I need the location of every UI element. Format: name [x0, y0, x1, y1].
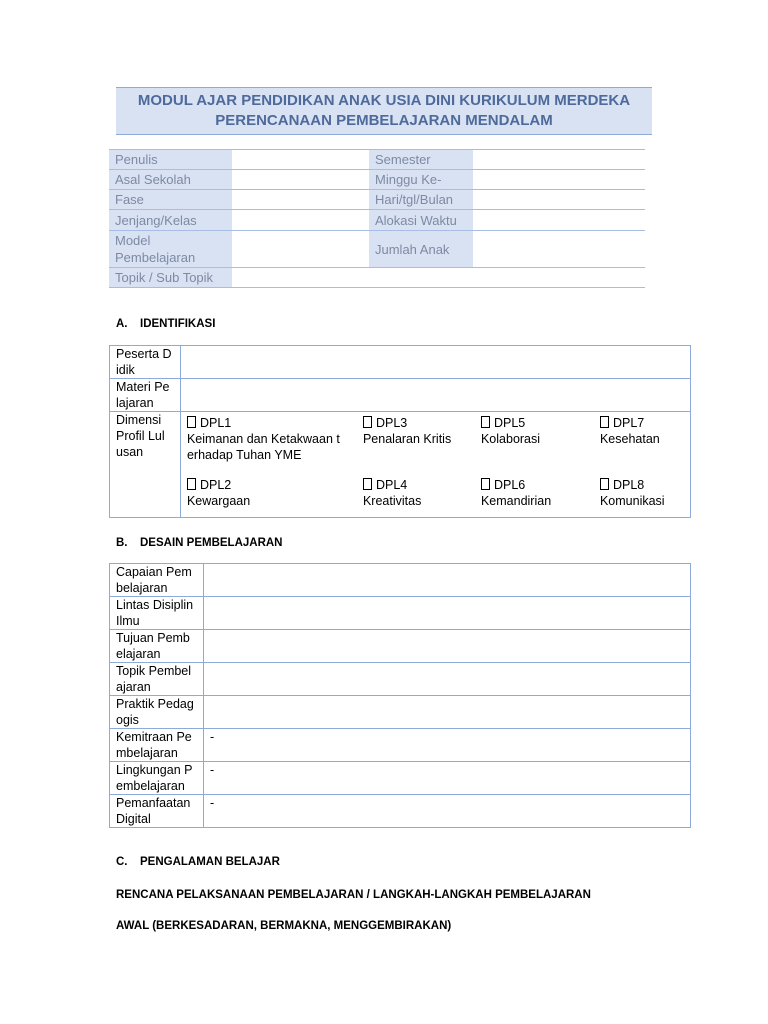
- section-c-number: C.: [116, 856, 128, 868]
- awal-heading: AWAL (BERKESADARAN, BERMAKNA, MENGGEMBIRAKAN): [116, 920, 452, 932]
- meta-minggu-label: Minggu Ke-: [369, 170, 473, 190]
- desain-row-label: Tujuan Pemb elajaran: [110, 630, 204, 663]
- dpl1-code: DPL1: [199, 416, 232, 430]
- meta-semester-value[interactable]: [473, 150, 645, 170]
- desain-row-value[interactable]: [203, 663, 690, 696]
- dpl5-label: Kolaborasi: [480, 432, 541, 446]
- desain-table: [109, 563, 691, 828]
- meta-fase-value[interactable]: [232, 190, 369, 210]
- rencana-pelaksanaan-heading: RENCANA PELAKSANAAN PEMBELAJARAN / LANGKAH-LANGKAH PEMBELAJARAN: [116, 889, 591, 901]
- meta-topik-value[interactable]: [232, 268, 645, 288]
- meta-table: [109, 149, 645, 288]
- desain-row-label: Lintas Disiplin Ilmu: [110, 597, 204, 630]
- checkbox-icon[interactable]: [187, 416, 196, 428]
- checkbox-icon[interactable]: [363, 478, 372, 490]
- dpl6-option[interactable]: [481, 477, 591, 509]
- dpl3-code: DPL3: [375, 416, 408, 430]
- desain-row-value[interactable]: -: [203, 762, 690, 795]
- meta-model-line-2: Pembelajaran: [115, 250, 196, 265]
- dpl1-option[interactable]: [187, 415, 357, 463]
- meta-jenjang-value[interactable]: [232, 210, 369, 231]
- meta-penulis-value[interactable]: [232, 150, 369, 170]
- meta-minggu-value[interactable]: [473, 170, 645, 190]
- checkbox-icon[interactable]: [187, 478, 196, 490]
- desain-row-label: Lingkungan P embelajaran: [110, 762, 204, 795]
- meta-jenjang-label: Jenjang/Kelas: [109, 210, 232, 231]
- meta-fase-label: Fase: [109, 190, 232, 210]
- dpl1-label: Keimanan dan Ketakwaan t erhadap Tuhan YME: [186, 432, 340, 462]
- dpl5-option[interactable]: [481, 415, 591, 447]
- meta-jumlah-anak-label: Jumlah Anak: [369, 231, 473, 268]
- meta-jumlah-anak-value[interactable]: [473, 231, 645, 268]
- dpl7-option[interactable]: [600, 415, 690, 447]
- materi-pelajaran-label: Materi Pe lajaran: [110, 379, 181, 412]
- dpl8-option[interactable]: [600, 477, 690, 509]
- desain-row-label: Praktik Pedag ogis: [110, 696, 204, 729]
- desain-row-value[interactable]: -: [203, 795, 690, 828]
- dimensi-profil-options: [180, 412, 690, 518]
- section-c-heading: [116, 856, 280, 868]
- section-b-number: B.: [116, 537, 128, 549]
- desain-row-value[interactable]: [203, 630, 690, 663]
- desain-row-label: Topik Pembel ajaran: [110, 663, 204, 696]
- meta-semester-label: Semester: [369, 150, 473, 170]
- checkbox-icon[interactable]: [363, 416, 372, 428]
- title-line-2: PERENCANAAN PEMBELAJARAN MENDALAM: [215, 112, 553, 129]
- checkbox-icon[interactable]: [600, 478, 609, 490]
- checkbox-icon[interactable]: [600, 416, 609, 428]
- meta-penulis-label: Penulis: [109, 150, 232, 170]
- section-c-title: PENGALAMAN BELAJAR: [140, 856, 280, 868]
- peserta-didik-value[interactable]: [180, 346, 690, 379]
- meta-model-label: [109, 231, 232, 268]
- meta-model-value[interactable]: [232, 231, 369, 268]
- dpl2-code: DPL2: [199, 478, 232, 492]
- meta-alokasi-label: Alokasi Waktu: [369, 210, 473, 231]
- checkbox-icon[interactable]: [481, 478, 490, 490]
- dpl6-label: Kemandirian: [480, 494, 552, 508]
- meta-alokasi-value[interactable]: [473, 210, 645, 231]
- dpl8-code: DPL8: [612, 478, 645, 492]
- dpl2-option[interactable]: [187, 477, 357, 509]
- dpl6-code: DPL6: [493, 478, 526, 492]
- dpl4-option[interactable]: [363, 477, 473, 509]
- meta-model-line-1: Model: [115, 233, 151, 248]
- dpl2-label: Kewargaan: [186, 494, 251, 508]
- document-title: [116, 87, 652, 135]
- desain-row-label: Kemitraan Pe mbelajaran: [110, 729, 204, 762]
- desain-row-value[interactable]: [203, 564, 690, 597]
- identifikasi-table: [109, 345, 691, 518]
- desain-row-label: Capaian Pem belajaran: [110, 564, 204, 597]
- dpl7-label: Kesehatan: [599, 432, 660, 446]
- meta-topik-label: Topik / Sub Topik: [109, 268, 232, 288]
- peserta-didik-label: Peserta D idik: [110, 346, 181, 379]
- meta-hari-value[interactable]: [473, 190, 645, 210]
- section-a-heading: [116, 318, 215, 330]
- section-a-title: IDENTIFIKASI: [140, 318, 216, 330]
- meta-hari-label: Hari/tgl/Bulan: [369, 190, 473, 210]
- desain-row-value[interactable]: -: [203, 729, 690, 762]
- dpl7-code: DPL7: [612, 416, 645, 430]
- dpl8-label: Komunikasi: [599, 494, 665, 508]
- dpl4-label: Kreativitas: [362, 494, 422, 508]
- checkbox-icon[interactable]: [481, 416, 490, 428]
- section-a-number: A.: [116, 318, 128, 330]
- section-b-title: DESAIN PEMBELAJARAN: [140, 537, 283, 549]
- desain-row-label: Pemanfaatan Digital: [110, 795, 204, 828]
- dpl4-code: DPL4: [375, 478, 408, 492]
- dimensi-profil-label: Dimensi Profil Lul usan: [110, 412, 181, 518]
- desain-row-value[interactable]: [203, 696, 690, 729]
- dpl3-option[interactable]: [363, 415, 473, 447]
- dpl5-code: DPL5: [493, 416, 526, 430]
- dpl3-label: Penalaran Kritis: [362, 432, 452, 446]
- desain-row-value[interactable]: [203, 597, 690, 630]
- materi-pelajaran-value[interactable]: [180, 379, 690, 412]
- section-b-heading: [116, 537, 283, 549]
- meta-asal-sekolah-label: Asal Sekolah: [109, 170, 232, 190]
- title-line-1: MODUL AJAR PENDIDIKAN ANAK USIA DINI KURIKULUM MERDEKA: [137, 92, 631, 109]
- meta-asal-sekolah-value[interactable]: [232, 170, 369, 190]
